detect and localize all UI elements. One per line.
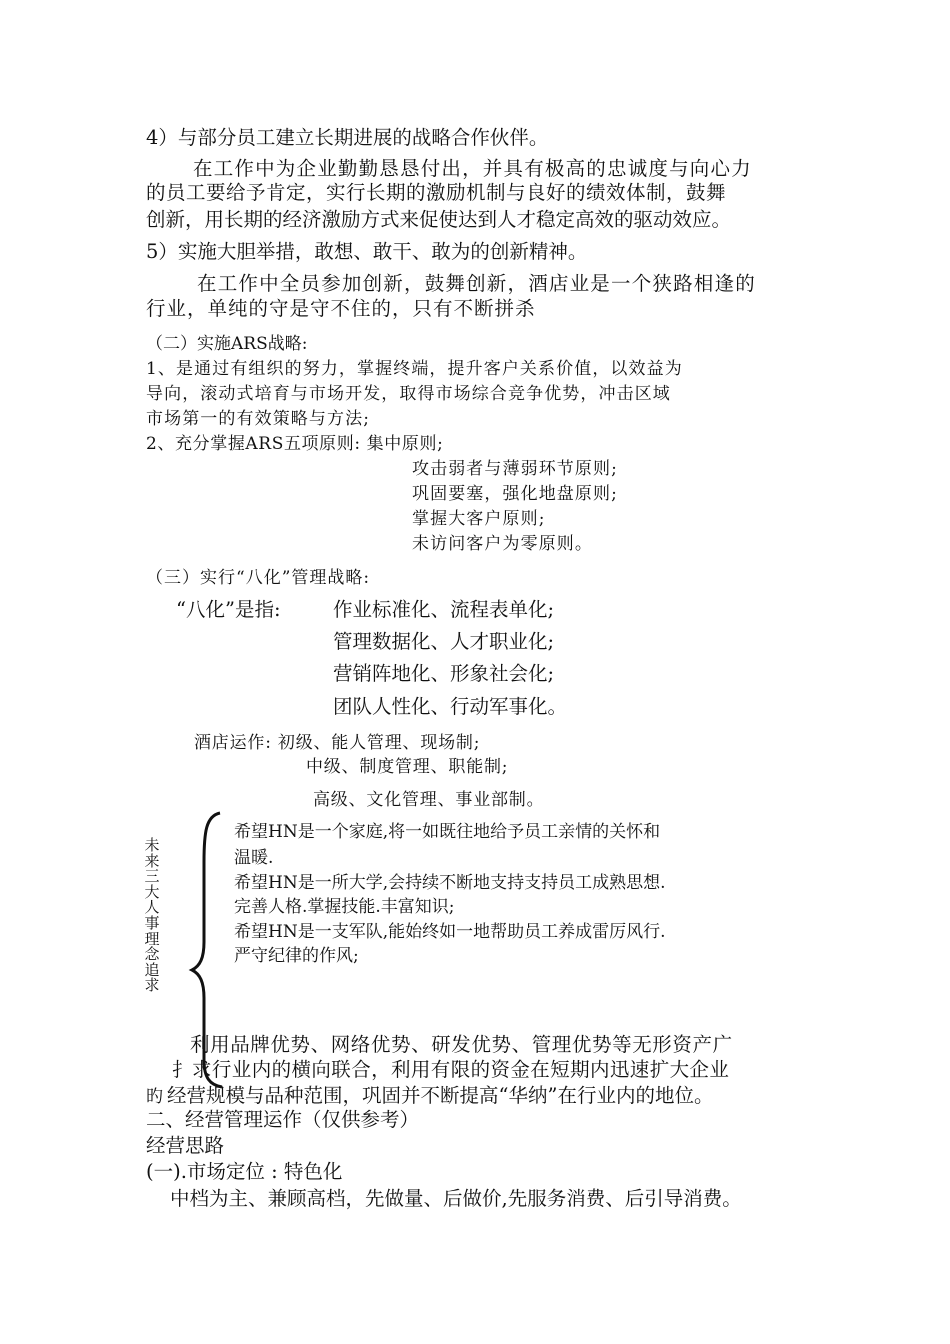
- text-line: 4）与部分员工建立长期进展的战略合作伙伴。: [146, 126, 549, 149]
- text-line: 希望HN是一所大学,会持续不断地支持支持员工成熟思想.: [234, 873, 666, 893]
- text-line: 中档为主、兼顾高档，先做量、后做价,先服务消费、后引导消费。: [170, 1187, 742, 1210]
- text-fragment: 旳: [146, 1087, 163, 1107]
- text-line: 希望HN是一支军队,能始终如一地帮助员工养成雷厉风行.: [234, 922, 666, 942]
- list-item: 团队人性化、行动军事化。: [333, 695, 568, 718]
- text-line: 温暖.: [234, 848, 274, 868]
- list-item: 中级、制度管理、职能制;: [306, 757, 509, 777]
- text-line: 导向，滚动式培育与市场开发，取得市场综合竞争优势，冲击区域: [146, 384, 671, 404]
- text-line: 行业，单纯的守是守不住的，只有不断拼杀: [146, 297, 536, 320]
- list-item: 管理数据化、人才职业化;: [333, 630, 555, 653]
- text-line: 1、是通过有组织的努力，掌握终端，提升客户关系价值，以效益为: [146, 359, 683, 379]
- section-heading: （三）实行“八化”管理战略:: [146, 568, 371, 588]
- text-line: 市场第一的有效策略与方法;: [146, 409, 371, 429]
- section-heading: 二、经营管理运作（仅供参考）: [146, 1108, 420, 1131]
- vertical-label: 未来三大人事理念追求: [144, 836, 160, 995]
- text-line: 求行业内的横向联合，利用有限的资金在短期内迅速扩大企业: [192, 1058, 730, 1081]
- list-item: 掌握大客户原则;: [412, 509, 546, 529]
- text-line: 2、充分掌握ARS五项原则: 集中原则;: [146, 434, 444, 454]
- section-heading: 经营思路: [146, 1134, 225, 1157]
- section-heading: （二）实施ARS战略:: [146, 334, 308, 354]
- section-heading: (一).市场定位 : 特色化: [146, 1160, 343, 1183]
- text-line: “八化”是指:: [176, 598, 281, 621]
- text-line: 完善人格.掌握技能.丰富知识;: [234, 897, 455, 917]
- list-item: 攻击弱者与薄弱环节原则;: [412, 459, 618, 479]
- text-line: 酒店运作: 初级、能人管理、现场制;: [194, 733, 481, 753]
- list-item: 高级、文化管理、事业部制。: [313, 790, 545, 810]
- text-line: 利用品牌优势、网络优势、研发优势、管理优势等无形资产广: [190, 1033, 733, 1056]
- text-line: 在工作中全员参加创新，鼓舞创新，酒店业是一个狭路相逢的: [197, 272, 756, 295]
- text-line: 经营规模与品种范围，巩固并不断提高“华纳”在行业内的地位。: [167, 1084, 714, 1107]
- text-fragment: 扌: [172, 1058, 192, 1081]
- text-line: 严守纪律的作风;: [234, 946, 359, 966]
- list-item: 作业标准化、流程表单化;: [333, 598, 555, 621]
- list-item: 巩固要塞，强化地盘原则;: [412, 484, 618, 504]
- text-line: 创新，用长期的经济激励方式来促使达到人才稳定高效的驱动效应。: [146, 208, 732, 231]
- text-line: 在工作中为企业勤勤恳恳付出，并具有极高的忠诚度与向心力: [193, 157, 752, 180]
- text-line: 5）实施大胆举措，敢想、敢干、敢为的创新精神。: [146, 240, 588, 263]
- list-item: 营销阵地化、形象社会化;: [333, 662, 555, 685]
- text-line: 希望HN是一个家庭,将一如既往地给予员工亲情的关怀和: [234, 822, 661, 842]
- text-line: 的员工要给予肯定，实行长期的激励机制与良好的绩效体制，鼓舞: [146, 181, 727, 204]
- list-item: 未访问客户为零原则。: [412, 534, 593, 554]
